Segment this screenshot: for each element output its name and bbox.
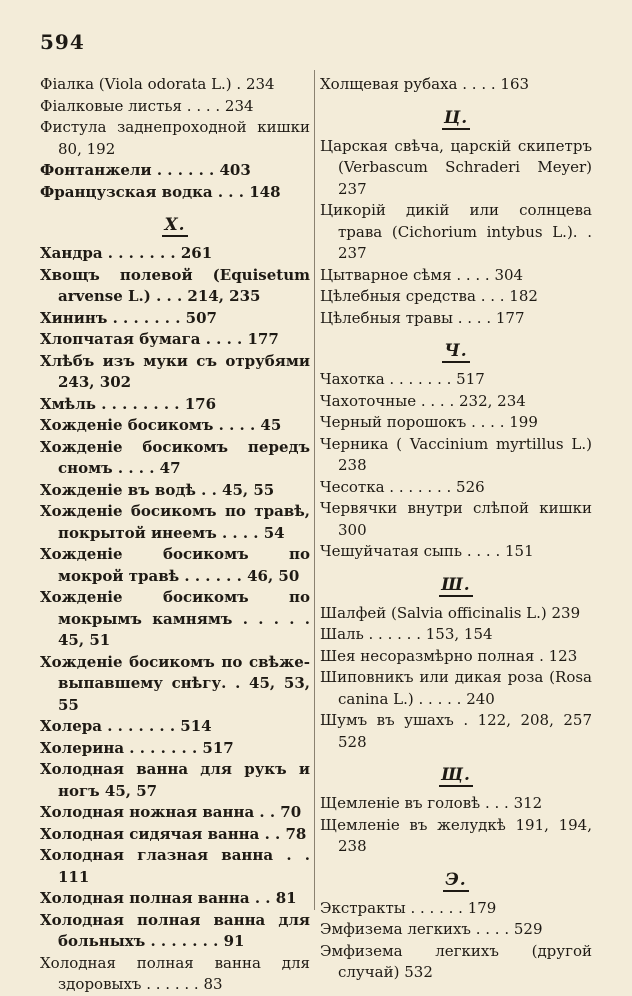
index-entry: Холодная полная ванна для больныхъ . . . . . . . 91 <box>40 910 310 950</box>
index-entry: Цѣлебныя средства . . . 182 <box>320 287 538 305</box>
index-entry: Чахоточные . . . . 232, 234 <box>320 391 526 410</box>
index-entry: Хининъ . . . . . . . 507 <box>40 308 217 327</box>
index-entry: Хлопчатая бумага . . . . 177 <box>40 330 279 348</box>
index-entry: Эмфизема легкихъ . . . . 529 <box>320 920 543 938</box>
index-entry: Хожденіе босикомъ по мокрой травѣ . . . . . . 46, 50 <box>40 545 310 585</box>
index-entry: Хожденіе босикомъ по травѣ, покрытой инеемъ . . . . 54 <box>40 502 310 542</box>
index-entry: Цикорій дикій или солнцева трава (Cichorium intybus L.). . 237 <box>320 201 592 262</box>
index-entry: Цѣлебныя травы . . . . 177 <box>320 308 525 327</box>
index-entry: Шаль . . . . . . 153, 154 <box>320 625 493 643</box>
section-heading-letter: Ц. <box>443 107 469 128</box>
index-entry: Хожденіе босикомъ передъ сномъ . . . . 47 <box>40 437 310 477</box>
index-entry: Холодная полная ванна для здоровыхъ . . . . . . 83 <box>40 953 310 993</box>
index-entry: Червячки внутри слѣпой кишки 300 <box>320 499 592 539</box>
index-entry: Шалфей (Salvia officinalis L.) 239 <box>320 603 581 622</box>
index-entry: Хвощъ полевой (Equisetum arvense L.) . . . 214, 235 <box>40 265 310 305</box>
section-heading <box>320 858 592 898</box>
index-entry: Хмѣль . . . . . . . . 176 <box>40 394 217 413</box>
index-entry: Чесотка . . . . . . . 526 <box>320 477 485 496</box>
index-entry: Холщевая рубаха . . . . 163 <box>320 75 530 93</box>
index-entry: Хожденіе босикомъ . . . . 45 <box>40 416 282 434</box>
index-entry: Хандра . . . . . . . 261 <box>40 244 213 262</box>
index-entry: Чахотка . . . . . . . 517 <box>320 370 485 388</box>
section-heading-letter: X. <box>164 215 186 235</box>
section-heading <box>320 753 592 793</box>
column-divider <box>314 70 315 910</box>
section-heading <box>320 329 592 369</box>
index-entry: Шея несоразмѣрно полная . 123 <box>320 646 578 665</box>
index-entry: Хлѣбъ изъ муки съ отрубями 243, 302 <box>40 351 310 391</box>
section-heading-letter: Щ. <box>441 765 471 785</box>
index-column-left <box>40 74 310 996</box>
index-entry: Щемленіе въ желудкѣ 191, 194, 238 <box>320 815 592 855</box>
index-entry: Чешуйчатая сыпь . . . . 151 <box>320 542 534 560</box>
index-entry: Фіалковые листья . . . . 234 <box>40 96 254 115</box>
index-entry: Холодная полная ванна . . 81 <box>40 889 297 907</box>
index-entry: Царская свѣча, царскій скипетръ (Verbascum Schraderi Meyer) 237 <box>320 136 592 198</box>
page-number: 594 <box>40 30 85 54</box>
index-column-right <box>320 74 592 984</box>
index-entry: Хожденіе босикомъ по мокрымъ камнямъ . . . . . 45, 51 <box>40 588 310 649</box>
index-entry: Шумъ въ ушахъ . 122, 208, 257 528 <box>320 711 592 751</box>
section-heading <box>320 563 592 603</box>
index-entry: Черный порошокъ . . . . 199 <box>320 413 538 431</box>
index-entry: Фіалка (Viola odorata L.) . 234 <box>40 75 275 93</box>
index-entry: Хожденіе босикомъ по свѣже-выпавшему снѣгу. . 45, 53, 55 <box>40 652 310 714</box>
index-entry: Черника ( Vaccinium myrtillus L.) 238 <box>320 434 592 474</box>
index-entry: Фистула заднепроходной кишки 80, 192 <box>40 118 310 158</box>
index-entry: Экстракты . . . . . . 179 <box>320 898 497 917</box>
index-entry: Французская водка . . . 148 <box>40 182 281 201</box>
index-entry: Холодная сидячая ванна . . 78 <box>40 824 307 843</box>
section-heading-letter: Ч. <box>444 341 468 361</box>
index-entry: Холерина . . . . . . . 517 <box>40 738 234 757</box>
index-entry: Холодная ванна для рукъ и ногъ 45, 57 <box>40 760 310 800</box>
index-entry: Холера . . . . . . . 514 <box>40 717 212 735</box>
index-entry: Щемленіе въ головѣ . . . 312 <box>320 794 543 812</box>
index-entry: Цытварное сѣмя . . . . 304 <box>320 265 524 284</box>
section-heading-letter: Ш. <box>441 574 471 595</box>
section-heading-letter: Э. <box>445 869 467 890</box>
index-entry: Эмфизема легкихъ (другой случай) 532 <box>320 941 592 981</box>
section-heading <box>40 203 310 243</box>
index-entry: Фонтанжели . . . . . . 403 <box>40 161 251 179</box>
section-heading <box>320 96 592 136</box>
index-entry: Холодная ножная ванна . . 70 <box>40 803 302 821</box>
index-entry: Хожденіе въ водѣ . . 45, 55 <box>40 480 275 499</box>
index-entry: Шиповникъ или дикая роза (Rosa canina L.) . . . . . 240 <box>320 668 592 708</box>
index-entry: Холодная глазная ванна . . 111 <box>40 846 310 886</box>
